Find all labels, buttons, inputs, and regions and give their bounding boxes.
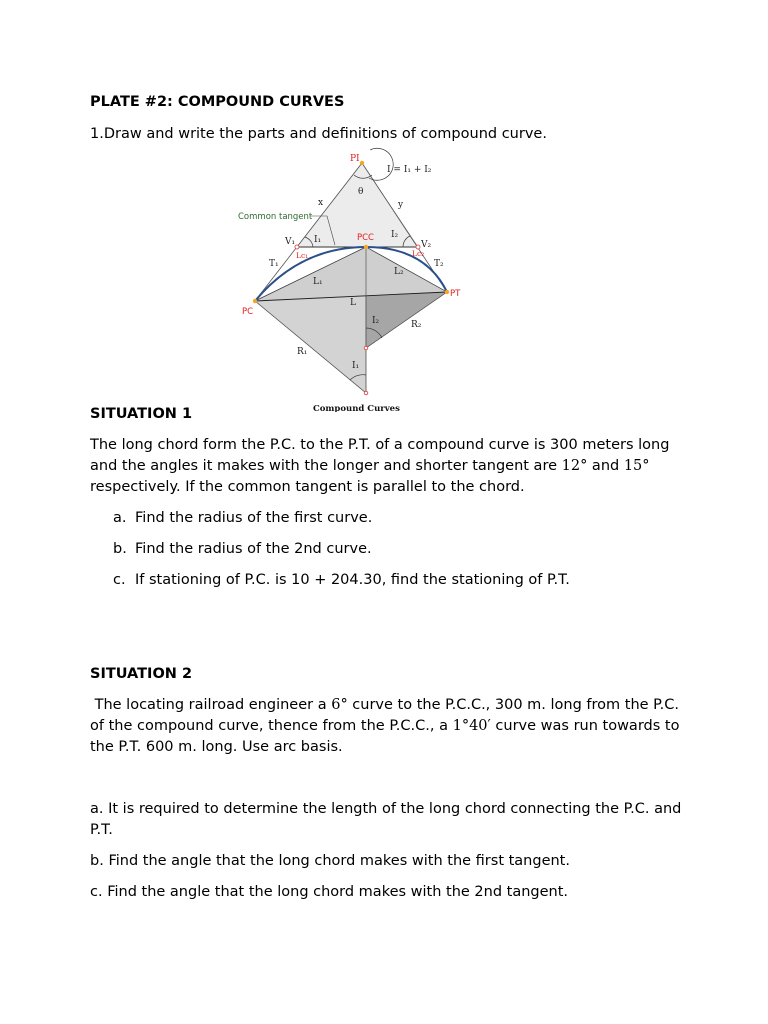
i2-center-label: I₂ [372,316,380,326]
i2-top-label: I₂ [391,230,399,240]
lc1-label: Lc₁ [296,251,309,260]
l2-label: L₂ [394,267,404,277]
l1-label: L₁ [313,277,323,287]
x-label: x [318,198,324,208]
center-o2-point [364,346,368,350]
situation2-text: The locating railroad engineer a 6° curve to the P.C.C., 300 m. long from the P.C. of the compound curve, thence from the P.C.C., a 1°40′ curve was run towards to the P.T. 600 m. long. Use arc basis. [90,697,685,755]
pt-point [445,290,449,294]
question-1: 1.Draw and write the parts and definitions of compound curve. [90,126,547,142]
common-tangent-label: Common tangent [238,212,313,222]
y-label: y [398,200,404,210]
v2-label: V₂ [421,240,432,250]
situation2-angle1: 6° [331,697,348,713]
compound-curve-diagram [232,146,464,412]
pcc-point [364,245,368,249]
theta-label: θ [358,187,364,197]
situation1-item-b: b. Find the radius of the 2nd curve. [113,541,372,557]
center-o1-point [364,391,368,395]
situation2-item-b: b. Find the angle that the long chord makes with the first tangent. [90,853,570,869]
situation1-heading: SITUATION 1 [90,406,193,422]
t1-label: T₁ [269,259,279,269]
v1-label: V₁ [285,237,296,247]
figure-caption: Compound Curves [313,404,400,412]
r1-label: R₁ [297,347,308,357]
situation2-angle2: 1°40′ [452,718,491,734]
situation2-item-c: c. Find the angle that the long chord makes with the 2nd tangent. [90,884,569,900]
plate-title: PLATE #2: COMPOUND CURVES [90,94,345,110]
pt-label: PT [450,289,461,299]
pcc-label: PCC [357,233,374,243]
v1-point [295,245,299,249]
i1-top-label: I₁ [314,235,322,245]
situation1-angle1: 12° [561,458,588,474]
l-label: L [350,298,356,308]
pi-label: PI [350,154,360,164]
lc2-label: Lc₂ [412,249,425,258]
situation2-heading: SITUATION 2 [90,666,193,682]
situation1-angle2: 15° [623,458,650,474]
situation2-item-a: a. It is required to determine the length of the long chord connecting the P.C. and P.T. [90,801,682,838]
situation1-item-c: c. If stationing of P.C. is 10 + 204.30, find the stationing of P.T. [113,572,570,588]
t2-label: T₂ [434,259,444,269]
pc-label: PC [242,307,254,317]
situation1-item-a: a. Find the radius of the first curve. [113,510,373,526]
pi-point [360,161,364,165]
r2-label: R₂ [411,320,422,330]
situation1-text: The long chord form the P.C. to the P.T. of a compound curve is 300 meters long and the angles it makes with the longer and shorter tangent are 12° and 15° respectively. If the common tangent is parallel to the chord. [90,437,670,495]
total-angle-label: I = I₁ + I₂ [387,165,432,175]
pc-point [253,299,257,303]
i1-center-label: I₁ [352,361,360,371]
